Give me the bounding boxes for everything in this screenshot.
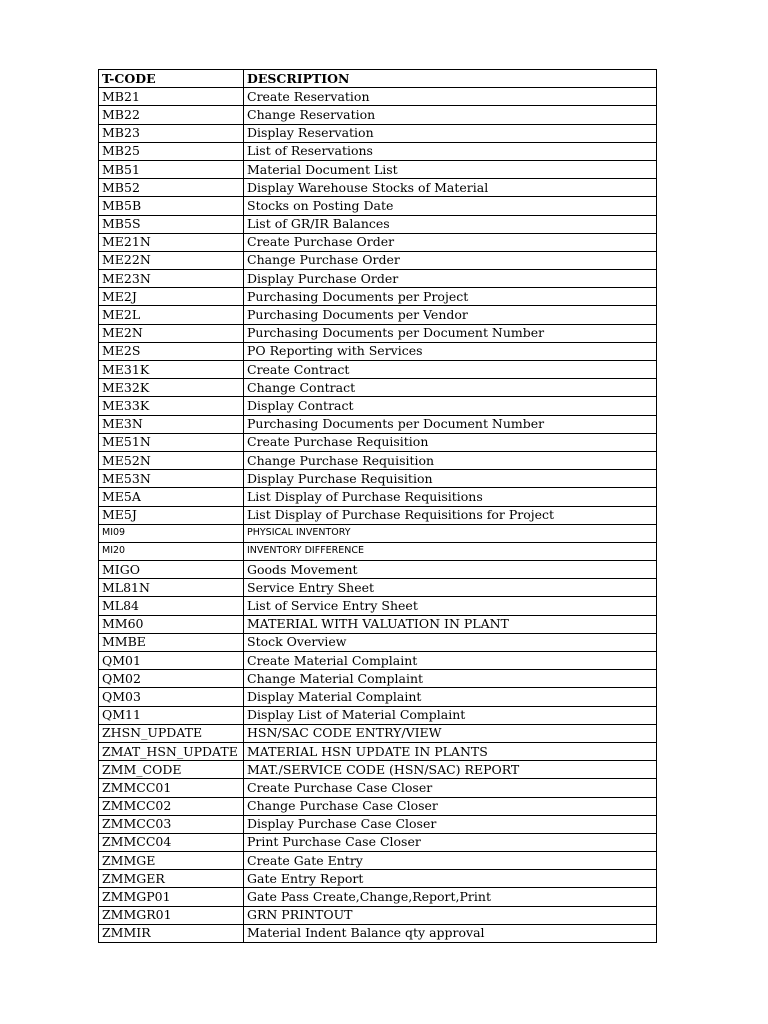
tcode-cell: ZMMGE [99,852,244,870]
tcode-cell: MB25 [99,142,244,160]
tcode-cell: ME33K [99,397,244,415]
table-row [99,106,657,124]
table-row [99,815,657,833]
tcode-cell: ME23N [99,270,244,288]
table-row [99,306,657,324]
description-cell: Purchasing Documents per Document Number [244,415,657,433]
description-cell: Print Purchase Case Closer [244,833,657,851]
tcode-cell: ME51N [99,433,244,451]
table-row [99,470,657,488]
table-row [99,706,657,724]
description-cell: Stocks on Posting Date [244,197,657,215]
description-cell: MATERIAL HSN UPDATE IN PLANTS [244,742,657,760]
table-row [99,906,657,924]
table-row [99,160,657,178]
tcode-cell: ME53N [99,470,244,488]
tcode-cell: MB51 [99,160,244,178]
description-cell: List Display of Purchase Requisitions for Project [244,506,657,524]
tcode-cell: MB5S [99,215,244,233]
table-row [99,451,657,469]
tcode-cell: ZMMCC03 [99,815,244,833]
tcode-cell: ME2S [99,342,244,360]
table-row [99,142,657,160]
tcode-cell: ZMAT_HSN_UPDATE [99,742,244,760]
table-row [99,197,657,215]
description-cell: Service Entry Sheet [244,579,657,597]
description-cell: Display Material Complaint [244,688,657,706]
table-row [99,597,657,615]
description-cell: Display List of Material Complaint [244,706,657,724]
tcode-cell: ZHSN_UPDATE [99,724,244,742]
table-row [99,415,657,433]
tcode-cell: ME5J [99,506,244,524]
tcode-cell: QM02 [99,670,244,688]
description-cell: Create Purchase Requisition [244,433,657,451]
table-row [99,215,657,233]
table-row [99,761,657,779]
table-row [99,797,657,815]
tcode-cell: ME52N [99,451,244,469]
description-cell: MATERIAL WITH VALUATION IN PLANT [244,615,657,633]
description-cell: INVENTORY DIFFERENCE [244,542,657,560]
table-row [99,833,657,851]
table-row [99,397,657,415]
table-row [99,524,657,542]
tcode-cell: ML84 [99,597,244,615]
table-row [99,924,657,942]
tcode-cell: ZMMCC02 [99,797,244,815]
description-cell: List of Service Entry Sheet [244,597,657,615]
tcode-cell: MB21 [99,88,244,106]
tcode-cell: ZMMGR01 [99,906,244,924]
description-cell: GRN PRINTOUT [244,906,657,924]
tcode-cell: ME21N [99,233,244,251]
description-cell: Purchasing Documents per Project [244,288,657,306]
description-cell: Gate Pass Create,Change,Report,Print [244,888,657,906]
description-cell: Gate Entry Report [244,870,657,888]
table-body [99,88,657,943]
description-cell: Create Purchase Case Closer [244,779,657,797]
description-cell: Display Purchase Order [244,270,657,288]
tcode-cell: ZMMIR [99,924,244,942]
table-row [99,779,657,797]
description-cell: PO Reporting with Services [244,342,657,360]
tcode-cell: MI20 [99,542,244,560]
description-cell: List Display of Purchase Requisitions [244,488,657,506]
table-row [99,579,657,597]
description-cell: MAT./SERVICE CODE (HSN/SAC) REPORT [244,761,657,779]
description-cell: Purchasing Documents per Document Number [244,324,657,342]
table-row [99,342,657,360]
description-cell: Change Contract [244,379,657,397]
table-row [99,888,657,906]
description-cell: Create Reservation [244,88,657,106]
description-cell: Material Indent Balance qty approval [244,924,657,942]
header-row [99,70,657,88]
tcode-cell: ME32K [99,379,244,397]
table-row [99,615,657,633]
table-row [99,270,657,288]
table-row [99,233,657,251]
table-row [99,179,657,197]
table-row [99,361,657,379]
table-row [99,852,657,870]
tcode-cell: MB22 [99,106,244,124]
description-cell: Change Reservation [244,106,657,124]
description-cell: Change Purchase Case Closer [244,797,657,815]
table-row [99,324,657,342]
tcode-cell: MI09 [99,524,244,542]
tcode-cell: ME22N [99,251,244,269]
header-description: DESCRIPTION [244,70,657,88]
tcode-cell: ME3N [99,415,244,433]
tcode-cell: QM11 [99,706,244,724]
tcode-table [98,69,657,943]
description-cell: Create Contract [244,361,657,379]
table-row [99,688,657,706]
table-row [99,506,657,524]
table-row [99,652,657,670]
tcode-cell: ZMMCC01 [99,779,244,797]
tcode-cell: MMBE [99,633,244,651]
table-row [99,488,657,506]
description-cell: Create Purchase Order [244,233,657,251]
tcode-cell: MM60 [99,615,244,633]
tcode-cell: MIGO [99,561,244,579]
tcode-cell: QM03 [99,688,244,706]
description-cell: Stock Overview [244,633,657,651]
description-cell: Change Material Complaint [244,670,657,688]
tcode-cell: ME2N [99,324,244,342]
table-row [99,88,657,106]
description-cell: Display Reservation [244,124,657,142]
tcode-cell: MB23 [99,124,244,142]
table-row [99,379,657,397]
description-cell: Display Purchase Case Closer [244,815,657,833]
table-row [99,670,657,688]
tcode-cell: ZMMGER [99,870,244,888]
table-row [99,633,657,651]
description-cell: List of GR/IR Balances [244,215,657,233]
table-row [99,724,657,742]
table-row [99,288,657,306]
tcode-cell: ME31K [99,361,244,379]
table-row [99,251,657,269]
table-row [99,561,657,579]
tcode-cell: ZMMCC04 [99,833,244,851]
table-row [99,870,657,888]
tcode-cell: MB52 [99,179,244,197]
tcode-cell: ZMMGP01 [99,888,244,906]
description-cell: Display Purchase Requisition [244,470,657,488]
tcode-cell: QM01 [99,652,244,670]
tcode-cell: ME5A [99,488,244,506]
tcode-cell: MB5B [99,197,244,215]
description-cell: Display Warehouse Stocks of Material [244,179,657,197]
table-row [99,124,657,142]
description-cell: Change Purchase Order [244,251,657,269]
table-row [99,742,657,760]
description-cell: Purchasing Documents per Vendor [244,306,657,324]
description-cell: Display Contract [244,397,657,415]
description-cell: PHYSICAL INVENTORY [244,524,657,542]
description-cell: HSN/SAC CODE ENTRY/VIEW [244,724,657,742]
description-cell: Change Purchase Requisition [244,451,657,469]
table-row [99,542,657,560]
table-row [99,433,657,451]
tcode-cell: ZMM_CODE [99,761,244,779]
description-cell: Material Document List [244,160,657,178]
description-cell: Create Material Complaint [244,652,657,670]
tcode-cell: ML81N [99,579,244,597]
description-cell: Goods Movement [244,561,657,579]
description-cell: Create Gate Entry [244,852,657,870]
description-cell: List of Reservations [244,142,657,160]
tcode-cell: ME2J [99,288,244,306]
header-tcode: T-CODE [99,70,244,88]
tcode-cell: ME2L [99,306,244,324]
